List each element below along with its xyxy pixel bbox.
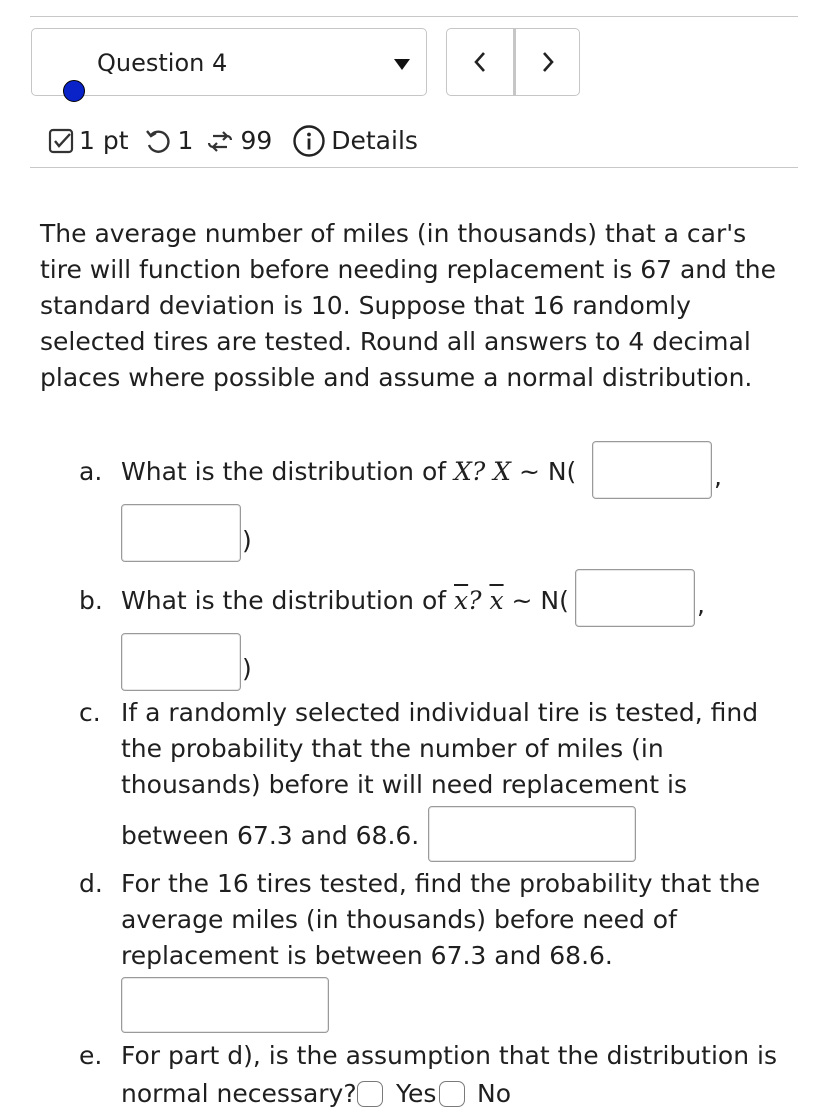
part-a-var-2: X (493, 457, 511, 486)
part-a-tilde: ~ N( (518, 457, 577, 486)
question-nav (446, 28, 580, 96)
problem-line: selected tires are tested. Round all answers to 4 decimal (40, 327, 751, 356)
retry-icon (143, 126, 173, 156)
problem-statement (40, 216, 800, 396)
part-a-qmark: ? (471, 457, 486, 486)
problem-line: tire will function before needing replacement is 67 and the (40, 255, 776, 284)
part-b-letter: b. (79, 586, 103, 615)
meta-divider (30, 167, 798, 168)
part-c-line: between 67.3 and 68.6. (121, 821, 420, 850)
part-d-line: replacement is between 67.3 and 68.6. (121, 941, 613, 970)
part-b-close-paren: ) (242, 654, 252, 683)
question-select[interactable] (31, 28, 427, 96)
part-b-tilde: ~ N( (511, 586, 569, 615)
part-c-line: thousands) before it will need replacement is (121, 770, 687, 799)
part-a-letter: a. (79, 457, 103, 486)
no-checkbox[interactable] (439, 1081, 465, 1107)
question-status-dot (63, 80, 85, 102)
part-b-var: $\overline{x}$ (454, 586, 469, 615)
chevron-right-icon (540, 50, 556, 74)
part-d-line: For the 16 tires tested, find the probability that the (121, 869, 761, 898)
part-a-text: What is the distribution of (121, 457, 447, 486)
part-a-sd-input[interactable] (121, 504, 241, 562)
attempts-value: 99 (240, 126, 273, 155)
chevron-left-icon (472, 50, 488, 74)
attempts-icon (205, 126, 235, 156)
part-c-line: If a randomly selected individual tire is tested, find (121, 698, 759, 727)
retries-value: 1 (177, 126, 194, 155)
part-c-line: the probability that the number of miles (in (121, 734, 664, 763)
part-b-mean-input[interactable] (575, 569, 695, 627)
next-question-button[interactable] (515, 29, 581, 95)
part-c-probability-input[interactable] (428, 806, 636, 862)
part-a-mean-input[interactable] (592, 441, 712, 499)
points-value: 1 pt (79, 126, 129, 155)
part-b-var-2: $\overline{x}$ (489, 586, 504, 615)
details-link[interactable]: Details (331, 126, 418, 155)
chevron-down-icon (394, 59, 410, 70)
yes-label[interactable]: Yes (396, 1079, 437, 1108)
part-d-probability-input[interactable] (121, 977, 329, 1033)
question-meta (48, 118, 418, 164)
top-divider (30, 16, 798, 17)
part-c-text (121, 695, 811, 803)
part-b-sd-input[interactable] (121, 633, 241, 691)
part-e-line: For part d), is the assumption that the distribution is (121, 1041, 777, 1070)
part-a-close-paren: ) (242, 526, 252, 555)
yes-checkbox[interactable] (357, 1081, 383, 1107)
problem-line: places where possible and assume a normal distribution. (40, 363, 753, 392)
part-a-var: X (454, 457, 472, 486)
problem-line: The average number of miles (in thousands) that a car's (40, 219, 747, 248)
checkbox-icon (48, 128, 74, 154)
part-a-comma: , (714, 462, 722, 491)
part-e-letter: e. (79, 1041, 103, 1070)
part-b-comma: , (697, 590, 705, 619)
part-a-prompt (121, 454, 576, 490)
part-e-line: normal necessary? (121, 1079, 357, 1108)
part-b-text: What is the distribution of (121, 586, 447, 615)
question-label: Question 4 (97, 49, 228, 77)
part-b-qmark: ? (468, 586, 482, 615)
part-c-letter: c. (79, 698, 101, 727)
part-d-line: average miles (in thousands) before need of (121, 905, 677, 934)
part-d-text (121, 866, 811, 974)
info-icon[interactable] (292, 124, 326, 158)
part-b-prompt (121, 583, 569, 619)
problem-line: standard deviation is 10. Suppose that 16 randomly (40, 291, 691, 320)
part-d-letter: d. (79, 869, 103, 898)
no-label[interactable]: No (477, 1079, 511, 1108)
previous-question-button[interactable] (447, 29, 513, 95)
